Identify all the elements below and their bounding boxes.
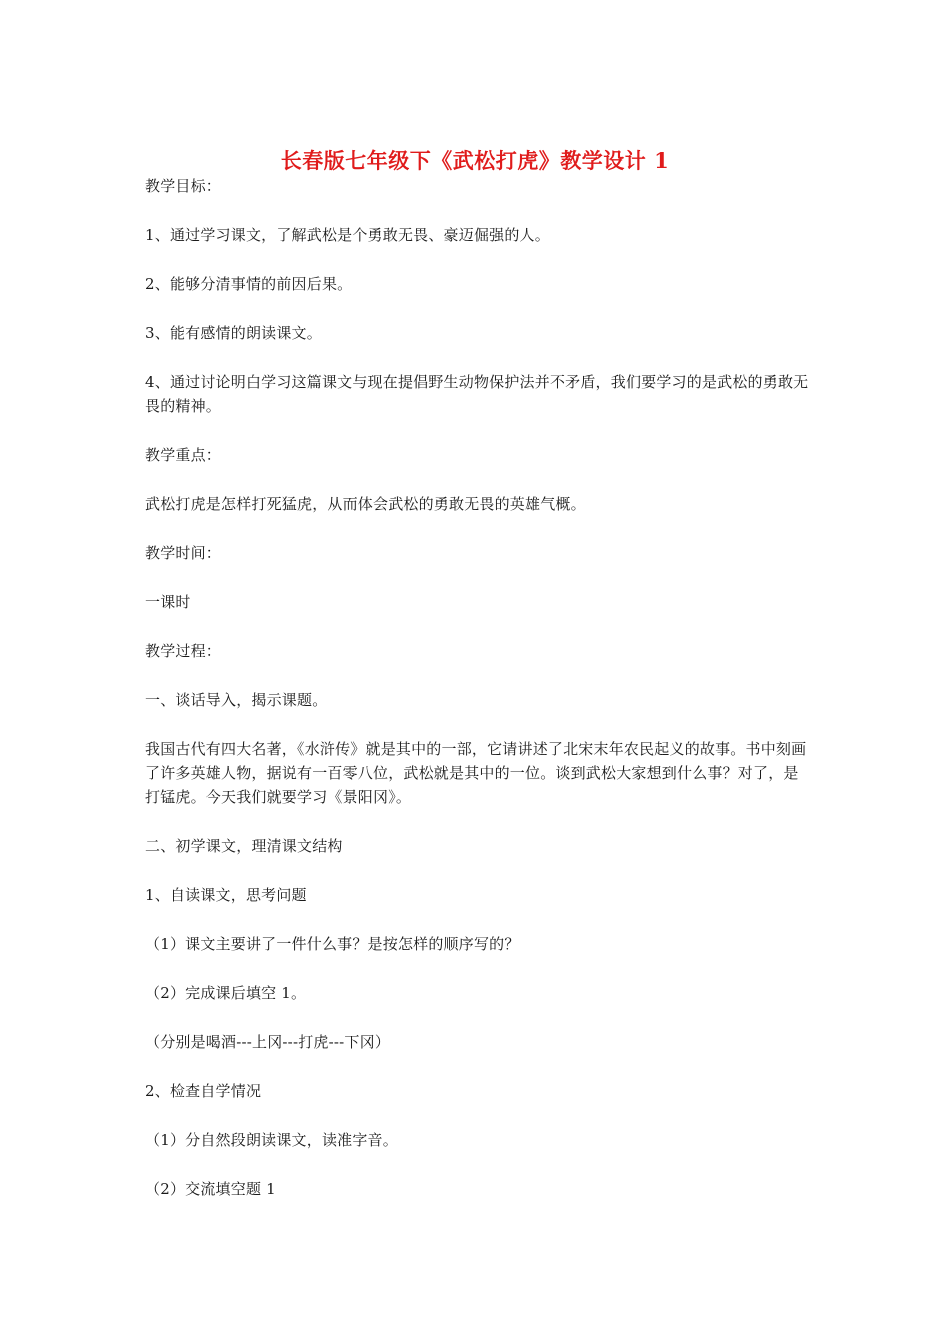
step-1-question-2: （2）完成课后填空 1。 [145, 984, 307, 1002]
step-2: 2、检查自学情况 [145, 1082, 262, 1100]
document-body [145, 174, 810, 1226]
step-1-answer: （分别是喝酒---上冈---打虎---下冈） [145, 1033, 391, 1051]
step-2-item-1: （1）分自然段朗读课文，读准字音。 [145, 1131, 398, 1149]
objective-1: 1、通过学习课文，了解武松是个勇敢无畏、豪迈倔强的人。 [145, 226, 550, 244]
step-2-item-2: （2）交流填空题 1 [145, 1180, 276, 1198]
key-points-text: 武松打虎是怎样打死猛虎，从而体会武松的勇敢无畏的英雄气概。 [145, 495, 586, 513]
objective-2: 2、能够分清事情的前因后果。 [145, 275, 353, 293]
objective-4: 4、通过讨论明白学习这篇课文与现在提倡野生动物保护法并不矛盾，我们要学习的是武松的勇敢无畏的精神。 [145, 373, 809, 415]
document-title: 长春版七年级下《武松打虎》教学设计 1 [280, 148, 670, 173]
heading-teaching-time: 教学时间： [145, 544, 222, 562]
section-1-text: 我国古代有四大名著，《水浒传》就是其中的一部，它请讲述了北宋末年农民起义的故事。书中刻画了许多英雄人物，据说有一百零八位，武松就是其中的一位。谈到武松大家想到什么事？对了，是打锰虎。今天我们就要学习《景阳冈》。 [145, 740, 807, 806]
teaching-time-text: 一课时 [145, 593, 191, 611]
heading-objectives: 教学目标： [145, 177, 222, 195]
heading-teaching-process: 教学过程： [145, 642, 222, 660]
step-1: 1、自读课文，思考问题 [145, 886, 307, 904]
objective-3: 3、能有感情的朗读课文。 [145, 324, 322, 342]
section-2-heading: 二、初学课文，理清课文结构 [145, 837, 343, 855]
heading-key-points: 教学重点： [145, 446, 222, 464]
step-1-question-1: （1）课文主要讲了一件什么事？是按怎样的顺序写的？ [145, 935, 520, 953]
section-1-heading: 一、谈话导入，揭示课题。 [145, 691, 328, 709]
